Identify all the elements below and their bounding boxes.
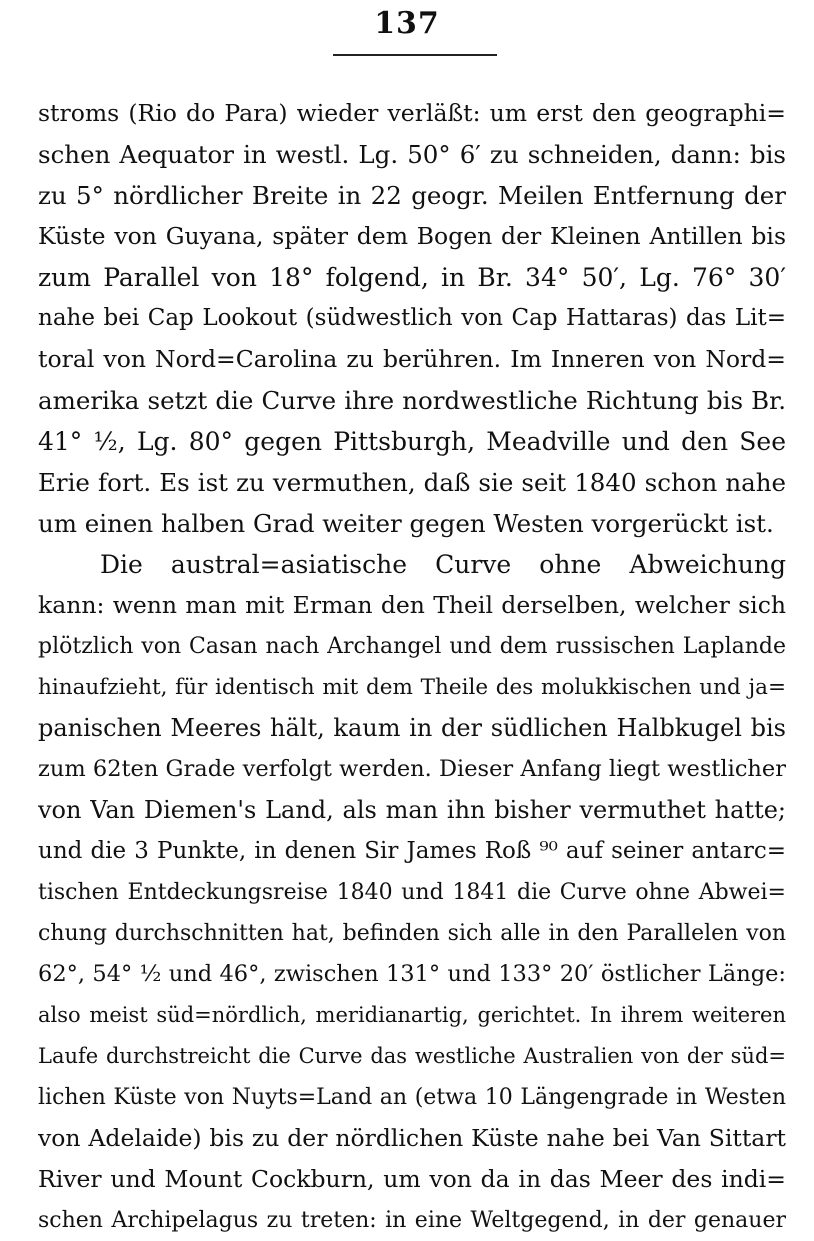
page-number: 137: [374, 6, 440, 41]
paragraph-end-line: um einen halben Grad weiter gegen Westen vorgerückt ist.: [38, 509, 774, 538]
text-line: tischen Entdeckungsreise 1840 und 1841 die Curve ohne Abwei=: [38, 880, 786, 905]
text-line: zu 5° nördlicher Breite in 22 geogr. Meilen Entfernung der: [38, 181, 786, 210]
text-line: toral von Nord=Carolina zu berühren. Im Inneren von Nord=: [38, 345, 786, 373]
text-line: Küste von Guyana, später dem Bogen der Kleinen Antillen bis: [38, 222, 786, 250]
text-line: 41° ½, Lg. 80° gegen Pittsburgh, Meadville und den See: [38, 427, 786, 456]
text-line: plötzlich von Casan nach Archangel und dem russischen Laplande: [38, 634, 786, 659]
text-line: also meist süd=nördlich, meridianartig, gerichtet. In ihrem weiteren: [38, 1003, 786, 1027]
text-line: Erie fort. Es ist zu vermuthen, daß sie seit 1840 schon nahe: [38, 468, 786, 497]
paragraph-start-line: Die austral=asiatische Curve ohne Abweichung: [100, 550, 786, 579]
text-line: stroms (Rio do Para) wieder verläßt: um erst den geographi=: [38, 99, 786, 127]
text-line: River und Mount Cockburn, um von da in das Meer des indi=: [38, 1165, 786, 1193]
text-line: lichen Küste von Nuyts=Land an (etwa 10 Längengrade in Westen: [38, 1085, 786, 1110]
text-line: hinaufzieht, für identisch mit dem Theile des molukkischen und ja=: [38, 675, 786, 700]
text-line: zum Parallel von 18° folgend, in Br. 34° 50′, Lg. 76° 30′: [38, 263, 786, 292]
text-line: von Van Diemen's Land, als man ihn bisher vermuthet hatte;: [38, 796, 786, 824]
text-line: und die 3 Punkte, in denen Sir James Roß ⁹⁰ auf seiner antarc=: [38, 838, 786, 864]
text-line: amerika setzt die Curve ihre nordwestliche Richtung bis Br.: [38, 386, 786, 415]
text-line: Laufe durchstreicht die Curve das westliche Australien von der süd=: [38, 1044, 786, 1068]
text-line: chung durchschnitten hat, befinden sich alle in den Parallelen von: [38, 921, 786, 946]
text-line: kann: wenn man mit Erman den Theil derselben, welcher sich: [38, 591, 786, 619]
text-line: schen Archipelagus zu treten: in eine Weltgegend, in der genauer: [38, 1208, 786, 1233]
text-line: 62°, 54° ½ und 46°, zwischen 131° und 133° 20′ östlicher Länge:: [38, 961, 786, 987]
header-rule: [333, 54, 497, 56]
text-line: von Adelaide) bis zu der nördlichen Küste nahe bei Van Sittart: [38, 1124, 786, 1152]
text-line: schen Aequator in westl. Lg. 50° 6′ zu schneiden, dann: bis: [38, 140, 786, 169]
text-line: panischen Meeres hält, kaum in der südlichen Halbkugel bis: [38, 714, 786, 742]
text-line: nahe bei Cap Lookout (südwestlich von Cap Hattaras) das Lit=: [38, 305, 786, 331]
body-text: [38, 93, 786, 1241]
text-line: zum 62ten Grade verfolgt werden. Dieser Anfang liegt westlicher: [38, 756, 786, 782]
